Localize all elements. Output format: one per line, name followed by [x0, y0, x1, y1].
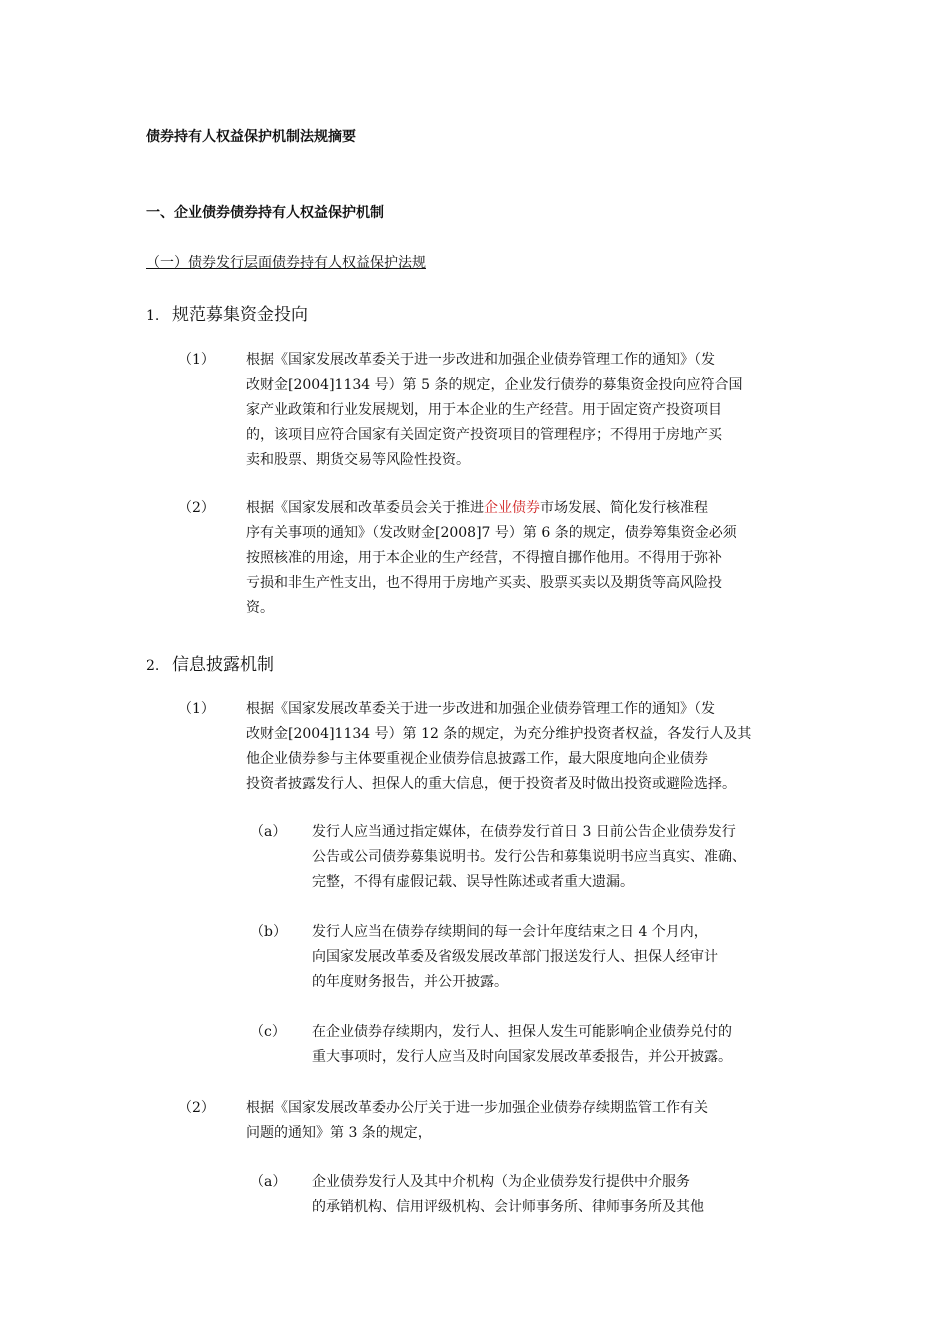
- point-label: 规范募集资金投向: [172, 305, 308, 325]
- point-number: 1.: [146, 308, 160, 324]
- text-line: 的年度财务报告，并公开披露。: [312, 974, 508, 990]
- item-body: [246, 697, 818, 797]
- text-line: 的，该项目应符合国家有关固定资产投资项目的管理程序；不得用于房地产买: [246, 427, 722, 443]
- point-1-heading: [146, 300, 308, 325]
- text-line: 序有关事项的通知》（发改财金[2008]7 号）第 6 条的规定，债券筹集资金必须: [246, 525, 737, 541]
- text-line: 根据《国家发展改革委关于进一步改进和加强企业债券管理工作的通知》（发: [246, 352, 715, 368]
- highlighted-term: 企业债券: [484, 500, 540, 516]
- item-body: [246, 348, 818, 473]
- item-body: [312, 920, 812, 995]
- item-marker: （c）: [250, 1024, 286, 1040]
- point-2-heading: [146, 650, 274, 675]
- text-line: 公告或公司债券募集说明书。发行公告和募集说明书应当真实、准确、: [312, 849, 746, 865]
- item-marker: （a）: [250, 1174, 287, 1190]
- text-line: 向国家发展改革委及省级发展改革部门报送发行人、担保人经审计: [312, 949, 718, 965]
- text-line: 根据《国家发展改革委办公厅关于进一步加强企业债券存续期监管工作有关: [246, 1100, 708, 1116]
- text-line: 发行人应当在债券存续期间的每一会计年度结束之日 4 个月内，: [312, 924, 708, 940]
- item-marker: （2）: [178, 1100, 215, 1116]
- text-run: 根据《国家发展和改革委员会关于推进: [246, 500, 484, 516]
- text-line: 投资者披露发行人、担保人的重大信息，便于投资者及时做出投资或避险选择。: [246, 776, 736, 792]
- point-label: 信息披露机制: [172, 655, 274, 675]
- text-line: 根据《国家发展改革委关于进一步改进和加强企业债券管理工作的通知》（发: [246, 701, 715, 717]
- item-body: [312, 1170, 812, 1220]
- text-line: 重大事项时，发行人应当及时向国家发展改革委报告，并公开披露。: [312, 1049, 732, 1065]
- text-line: 企业债券发行人及其中介机构（为企业债券发行提供中介服务: [312, 1174, 690, 1190]
- item-marker: （b）: [250, 924, 287, 940]
- item-body: [246, 1096, 818, 1146]
- text-line: 改财金[2004]1134 号）第 12 条的规定，为充分维护投资者权益，各发行人及其: [246, 726, 752, 742]
- text-line: 亏损和非生产性支出，也不得用于房地产买卖、股票买卖以及期货等高风险投: [246, 575, 722, 591]
- text-line: 他企业债券参与主体要重视企业债券信息披露工作，最大限度地向企业债券: [246, 751, 708, 767]
- item-marker: （1）: [178, 352, 215, 368]
- item-marker: （a）: [250, 824, 287, 840]
- point-number: 2.: [146, 658, 160, 674]
- text-run: 市场发展、简化发行核准程: [540, 500, 708, 516]
- text-line: 完整，不得有虚假记载、误导性陈述或者重大遗漏。: [312, 874, 634, 890]
- item-body: [312, 820, 812, 895]
- text-line: 改财金[2004]1134 号）第 5 条的规定，企业发行债券的募集资金投向应符合国: [246, 377, 743, 393]
- text-line: 卖和股票、期货交易等风险性投资。: [246, 452, 470, 468]
- item-body: [246, 496, 818, 621]
- subsection-heading: （一）债券发行层面债券持有人权益保护法规: [146, 255, 426, 271]
- text-line: 在企业债券存续期内，发行人、担保人发生可能影响企业债券兑付的: [312, 1024, 732, 1040]
- item-marker: （2）: [178, 500, 215, 516]
- item-body: [312, 1020, 812, 1070]
- text-line: 发行人应当通过指定媒体，在债券发行首日 3 日前公告企业债券发行: [312, 824, 736, 840]
- document-title: 债券持有人权益保护机制法规摘要: [146, 129, 356, 145]
- text-line: 家产业政策和行业发展规划，用于本企业的生产经营。用于固定资产投资项目: [246, 402, 722, 418]
- item-marker: （1）: [178, 701, 215, 717]
- text-line: [246, 496, 818, 521]
- section-heading: 一、企业债券债券持有人权益保护机制: [146, 205, 384, 221]
- text-line: 问题的通知》第 3 条的规定，: [246, 1125, 432, 1141]
- text-line: 资。: [246, 600, 274, 616]
- text-line: 按照核准的用途，用于本企业的生产经营，不得擅自挪作他用。不得用于弥补: [246, 550, 722, 566]
- text-line: 的承销机构、信用评级机构、会计师事务所、律师事务所及其他: [312, 1199, 704, 1215]
